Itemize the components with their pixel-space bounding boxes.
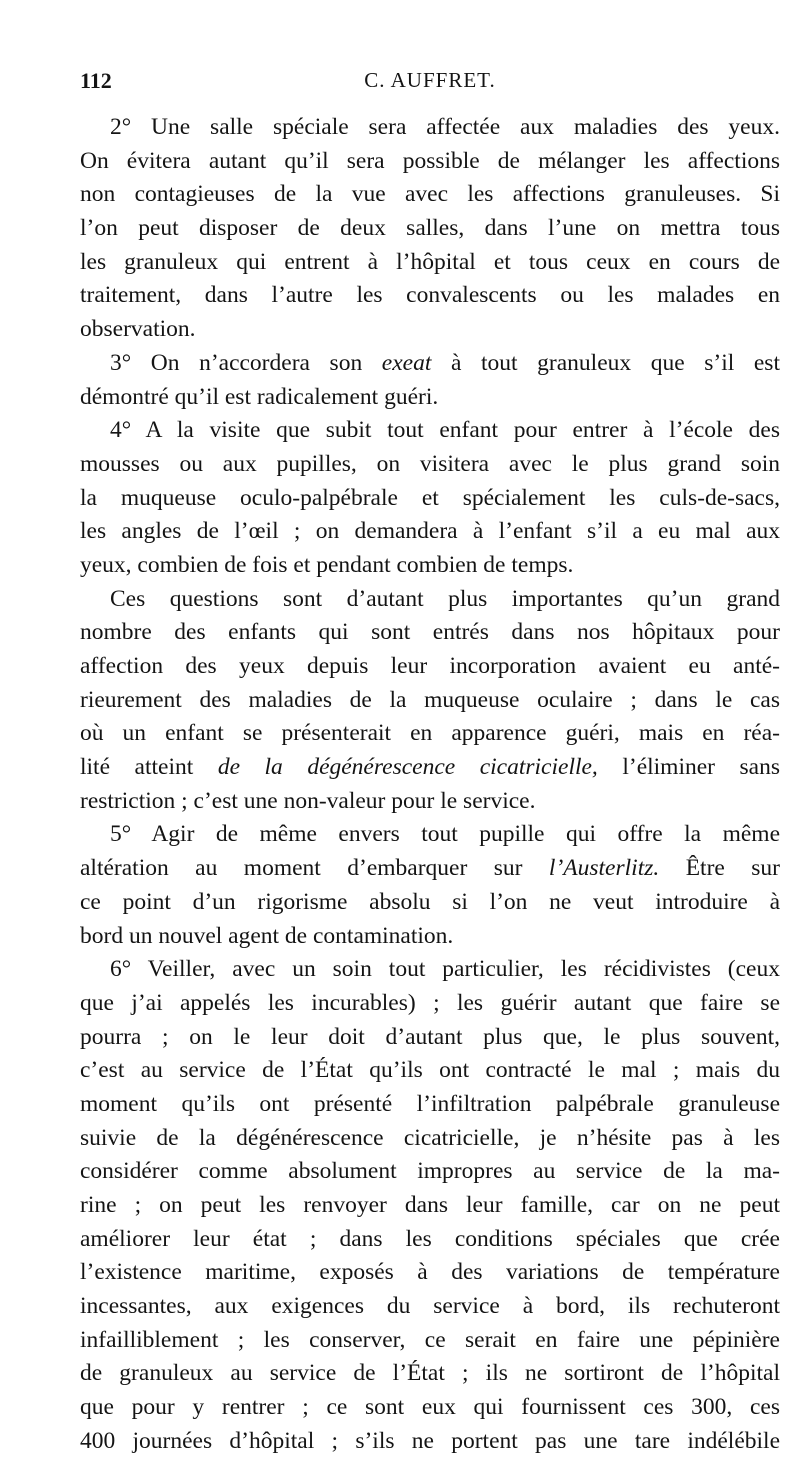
- text-line: On évitera autant qu’il sera possible de mélanger les affections: [80, 147, 780, 174]
- italic-run: exeat: [381, 349, 432, 376]
- text-line: améliorer leur état ; dans les conditions spéciales que crée: [80, 1225, 780, 1252]
- text-line: moment qu’ils ont présenté l’infiltration palpébrale granuleuse: [80, 1090, 780, 1117]
- text-line: l’existence maritime, exposés à des variations de température: [80, 1259, 780, 1286]
- text-line: 6° Veiller, avec un soin tout particulier, les récidivistes (ceux: [110, 956, 780, 983]
- text-line: yeux, combien de fois et pendant combien de temps.: [80, 551, 574, 578]
- text-line: rieurement des maladies de la muqueuse oculaire ; dans le cas: [80, 686, 780, 713]
- text-line: ce point d’un rigorisme absolu si l’on ne veut introduire à: [80, 888, 780, 915]
- italic-run: l’Austerlitz.: [548, 855, 660, 882]
- text-line: observation.: [80, 316, 196, 343]
- text-line: [80, 852, 780, 886]
- text-line: que j’ai appelés les incurables) ; les guérir autant que faire se: [80, 989, 780, 1016]
- text-line: la muqueuse oculo-palpébrale et spécialement les culs-de-sacs,: [80, 484, 780, 511]
- text-line: les angles de l’œil ; on demandera à l’enfant s’il a eu mal aux: [80, 518, 780, 545]
- text-line: rine ; on peut les renvoyer dans leur famille, car on ne peut: [80, 1192, 780, 1218]
- text-line: restriction ; c’est une non-valeur pour le service.: [80, 787, 536, 814]
- text-run: Être sur: [659, 855, 780, 882]
- text-line: démontré qu’il est radicalement guéri.: [80, 383, 439, 410]
- page-header: [80, 64, 780, 94]
- text-line: où un enfant se présenterait en apparence guéri, mais en réa-: [80, 720, 780, 747]
- text-line: [80, 347, 780, 381]
- text-line: les granuleux qui entrent à l’hôpital et tous ceux en cours de: [80, 248, 780, 275]
- text-line: que pour y rentrer ; ce sont eux qui fournissent ces 300, ces: [80, 1394, 780, 1421]
- text-line: traitement, dans l’autre les convalescents ou les malades en: [80, 282, 780, 309]
- text-line: infailliblement ; les conserver, ce serait en faire une pépinière: [80, 1326, 780, 1353]
- text-line: pourra ; on le leur doit d’autant plus que, le plus souvent,: [80, 1023, 780, 1050]
- text-line: non contagieuses de la vue avec les affections granuleuses. Si: [80, 181, 780, 208]
- text-line: Ces questions sont d’autant plus importantes qu’un grand: [110, 585, 780, 612]
- text-line: affection des yeux depuis leur incorporation avaient eu anté-: [80, 653, 780, 679]
- text-line: incessantes, aux exigences du service à bord, ils rechuteront: [80, 1293, 780, 1320]
- running-head: C. AUFFRET.: [364, 68, 496, 92]
- text-line: suivie de la dégénérescence cicatricielle, je n’hésite pas à les: [80, 1124, 780, 1151]
- text-line: considérer comme absolument impropres au service de la ma-: [80, 1158, 780, 1185]
- text-line: bord un nouvel agent de contamination.: [80, 922, 454, 949]
- text-run: l’éliminer sans: [597, 754, 780, 781]
- italic-run: de la dégénérescence cicatricielle,: [217, 754, 598, 781]
- text-line: 4° A la visite que subit tout enfant pour entrer à l’école des: [110, 417, 780, 444]
- text-run: altération au moment d’embarquer sur: [80, 855, 549, 882]
- text-line: 400 journées d’hôpital ; s’ils ne portent pas une tare indélébile: [80, 1427, 780, 1454]
- text-line: [80, 751, 780, 785]
- text-line: nombre des enfants qui sont entrés dans nos hôpitaux pour: [80, 619, 780, 646]
- body-text: [80, 111, 780, 1459]
- text-line: c’est au service de l’État qu’ils ont contracté le mal ; mais du: [80, 1057, 780, 1084]
- text-run: lité atteint: [80, 754, 218, 781]
- text-run: à tout granuleux que s’il est: [431, 349, 780, 376]
- text-line: l’on peut disposer de deux salles, dans l’une on mettra tous: [80, 215, 780, 242]
- text-run: 3° On n’accordera son: [110, 349, 382, 376]
- text-line: mousses ou aux pupilles, on visitera avec le plus grand soin: [80, 450, 780, 477]
- text-line: de granuleux au service de l’État ; ils ne sortiront de l’hôpital: [80, 1360, 780, 1387]
- text-line: 2° Une salle spéciale sera affectée aux maladies des yeux.: [110, 114, 780, 140]
- text-line: 5° Agir de même envers tout pupille qui offre la même: [110, 821, 780, 848]
- page-number: 112: [80, 68, 112, 93]
